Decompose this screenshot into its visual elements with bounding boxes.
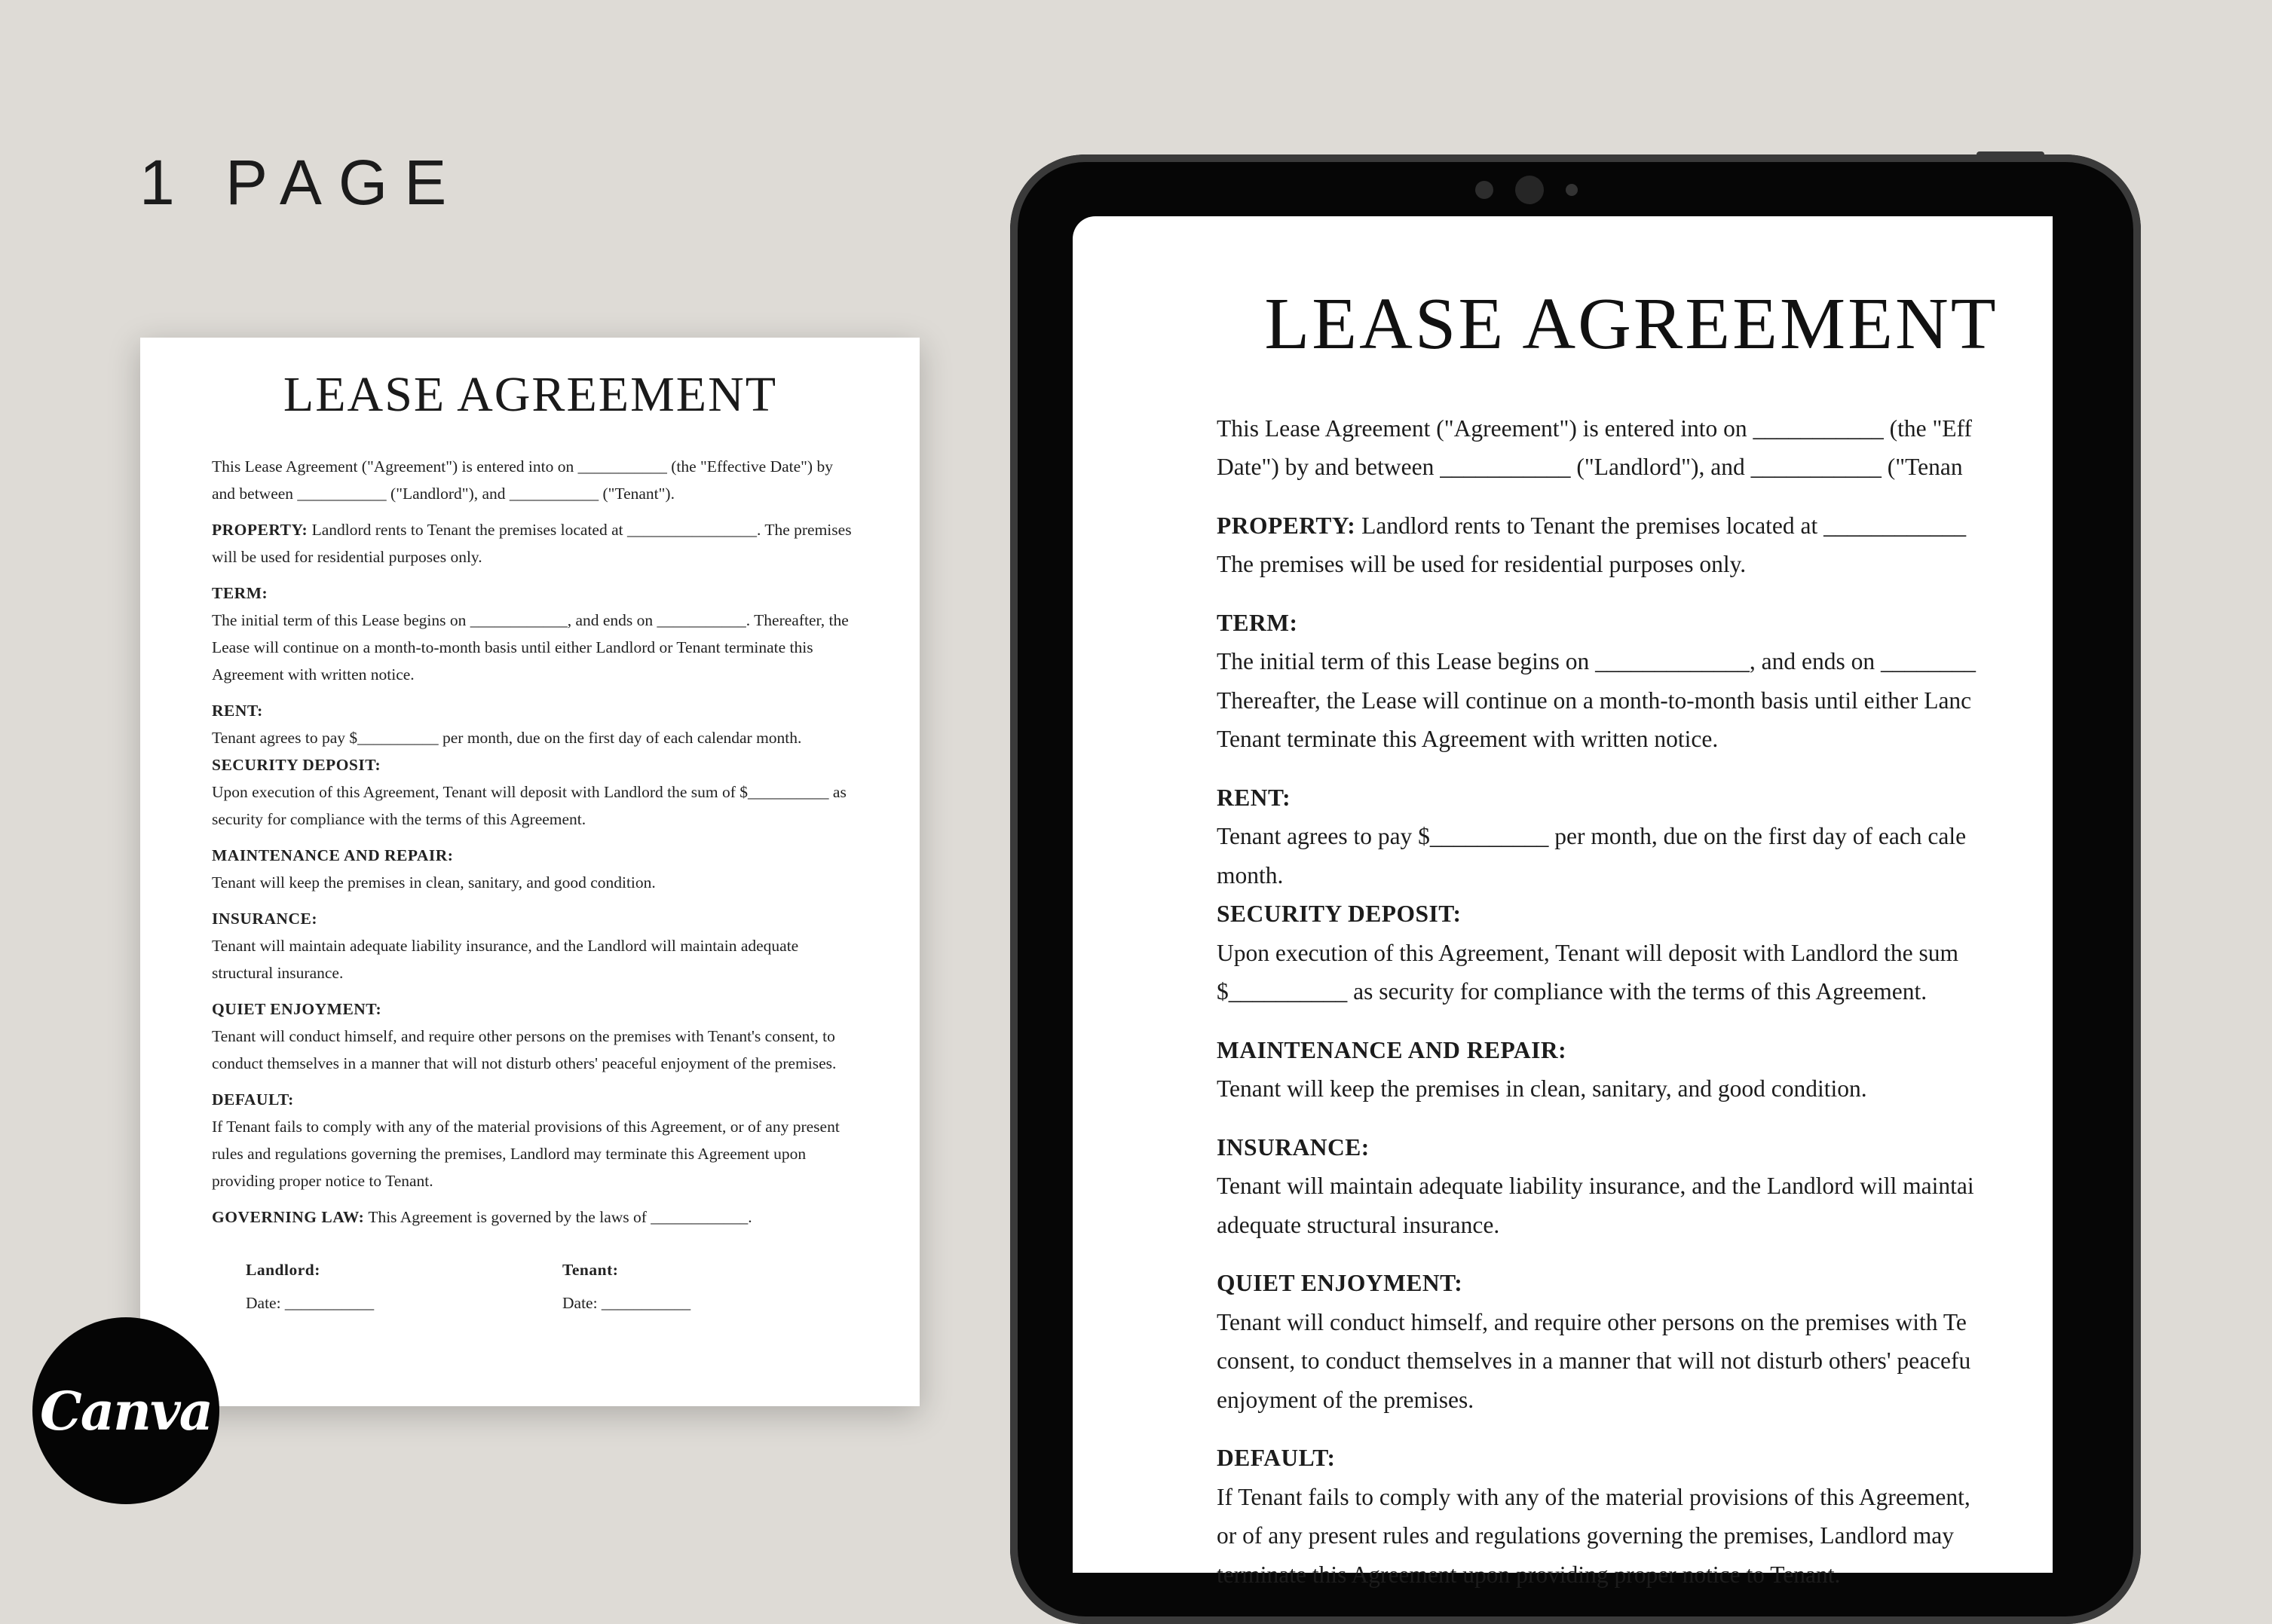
text-line: Tenant will maintain adequate liability insurance, and the Landlord will maintai [1217, 1173, 1974, 1200]
text-line: adequate structural insurance. [1217, 1211, 1500, 1238]
text-line: Thereafter, the Lease will continue on a month-to-month basis until either Lanc [1217, 687, 1972, 714]
tablet-section-term [1217, 604, 2272, 759]
tenant-date-line: Date: ___________ [562, 1293, 691, 1312]
tablet-section-insurance [1217, 1128, 2272, 1245]
section-label: PROPERTY: [212, 520, 308, 539]
tablet-document-title: LEASE AGREEMENT [1264, 283, 1998, 365]
tablet-section-security-deposit [1217, 895, 2272, 1011]
tablet-sensor-icon [1475, 181, 1493, 199]
landlord-date-line: Date: ___________ [246, 1293, 375, 1312]
section-label: TERM: [212, 583, 268, 602]
section-label: DEFAULT: [212, 1090, 294, 1109]
tablet-section-intro [1217, 409, 2272, 487]
canva-wordmark: Canva [40, 1379, 212, 1442]
section-rent [212, 697, 860, 751]
section-text: If Tenant fails to comply with any of the material provisions of this Agreement, or of any present rules and regulations governing the premises, Landlord may terminate this Agreement upon providing proper notice to Tenant. [212, 1117, 840, 1190]
section-maintenance [212, 842, 860, 896]
text-line: If Tenant fails to comply with any of the material provisions of this Agreement, [1217, 1483, 1970, 1510]
text-line: Tenant will conduct himself, and require other persons on the premises with Te [1217, 1308, 1967, 1335]
text-line: Tenant will keep the premises in clean, sanitary, and good condition. [1217, 1075, 1867, 1103]
section-label: QUIET ENJOYMENT: [1217, 1270, 1463, 1297]
text-line: Tenant terminate this Agreement with written notice. [1217, 726, 1719, 753]
signature-block [212, 1253, 920, 1320]
landlord-label: Landlord: [246, 1260, 320, 1279]
section-label: GOVERNING LAW: [212, 1207, 365, 1226]
document-preview-page [140, 338, 920, 1406]
tenant-label: Tenant: [562, 1260, 619, 1279]
tablet-document-body [1217, 409, 2272, 1595]
section-label: INSURANCE: [212, 909, 317, 928]
section-intro [212, 453, 860, 507]
text-span: Landlord rents to Tenant the premises located at ____________ [1361, 512, 1967, 539]
text-line: $__________ as security for compliance with the terms of this Agreement. [1217, 978, 1928, 1005]
section-property [212, 516, 860, 570]
section-label: TERM: [1217, 609, 1298, 636]
tablet-section-default [1217, 1439, 2272, 1594]
section-insurance [212, 905, 860, 986]
tablet-section-quiet-enjoyment [1217, 1264, 2272, 1419]
section-text: This Lease Agreement ("Agreement") is entered into on ___________ (the "Effective Date") by and between ___________ ("Landlord"), and ___________ ("Tenant"). [212, 457, 833, 503]
section-label: MAINTENANCE AND REPAIR: [1217, 1036, 1567, 1063]
document-title: LEASE AGREEMENT [283, 367, 778, 422]
section-label: SECURITY DEPOSIT: [1217, 901, 1462, 928]
section-text: This Agreement is governed by the laws of ____________. [368, 1207, 752, 1226]
tablet-section-property [1217, 506, 2272, 584]
section-text: Upon execution of this Agreement, Tenant will deposit with Landlord the sum of $__________ as security for compliance with the terms of this Agreement. [212, 782, 847, 828]
text-line: Date") by and between ___________ ("Landlord"), and ___________ ("Tenan [1217, 454, 1963, 481]
section-label: RENT: [212, 701, 263, 720]
section-security-deposit [212, 751, 860, 833]
tablet-camera-icon [1515, 176, 1544, 204]
section-label: RENT: [1217, 784, 1291, 811]
section-text: Landlord rents to Tenant the premises located at ________________. The premises will be used for residential purposes only. [212, 520, 852, 566]
section-text: Tenant will maintain adequate liability insurance, and the Landlord will maintain adequate structural insurance. [212, 936, 799, 982]
tenant-signature [562, 1253, 879, 1320]
text-line: The premises will be used for residential purposes only. [1217, 551, 1747, 578]
section-text: Tenant will keep the premises in clean, sanitary, and good condition. [212, 873, 656, 892]
text-line: month. [1217, 861, 1284, 888]
text-line: This Lease Agreement ("Agreement") is entered into on ___________ (the "Eff [1217, 414, 1972, 442]
landlord-signature [246, 1253, 562, 1320]
tablet-screen [1073, 216, 2053, 1588]
section-label: SECURITY DEPOSIT: [212, 755, 381, 774]
canva-logo [32, 1317, 219, 1504]
text-line: or of any present rules and regulations governing the premises, Landlord may [1217, 1522, 1954, 1549]
text-line [1217, 506, 2272, 546]
headline: 1 PAGE [139, 147, 464, 218]
section-text: Tenant agrees to pay $__________ per month, due on the first day of each calendar month. [212, 728, 802, 747]
text-line: Upon execution of this Agreement, Tenant will deposit with Landlord the sum [1217, 939, 1959, 966]
text-line: terminate this Agreement upon providing proper notice to Tenant. [1217, 1561, 1841, 1588]
document-body [212, 453, 860, 1231]
section-quiet-enjoyment [212, 996, 860, 1077]
tablet-light-sensor-icon [1566, 184, 1578, 196]
tablet-section-rent [1217, 778, 2272, 895]
section-term [212, 580, 860, 688]
section-label: PROPERTY: [1217, 512, 1356, 539]
text-line: The initial term of this Lease begins on _____________, and ends on ________ [1217, 648, 1976, 675]
text-line: consent, to conduct themselves in a manner that will not disturb others' peacefu [1217, 1347, 1971, 1375]
section-label: QUIET ENJOYMENT: [212, 999, 382, 1018]
section-label: INSURANCE: [1217, 1133, 1370, 1161]
text-line: enjoyment of the premises. [1217, 1386, 1474, 1413]
section-label: DEFAULT: [1217, 1445, 1336, 1472]
section-governing-law [212, 1203, 860, 1231]
text-line: Tenant agrees to pay $__________ per month, due on the first day of each cale [1217, 823, 1967, 850]
section-text: The initial term of this Lease begins on ____________, and ends on ___________. Thereafter, the Lease will continue on a month-to-month basis until either Landlord or Tenant terminate this Agreement with written notice. [212, 610, 849, 684]
section-label: MAINTENANCE AND REPAIR: [212, 846, 454, 864]
tablet-section-maintenance [1217, 1031, 2272, 1109]
section-default [212, 1086, 860, 1194]
section-text: Tenant will conduct himself, and require other persons on the premises with Tenant's consent, to conduct themselves in a manner that will not disturb others' peaceful enjoyment of the premises. [212, 1026, 837, 1072]
